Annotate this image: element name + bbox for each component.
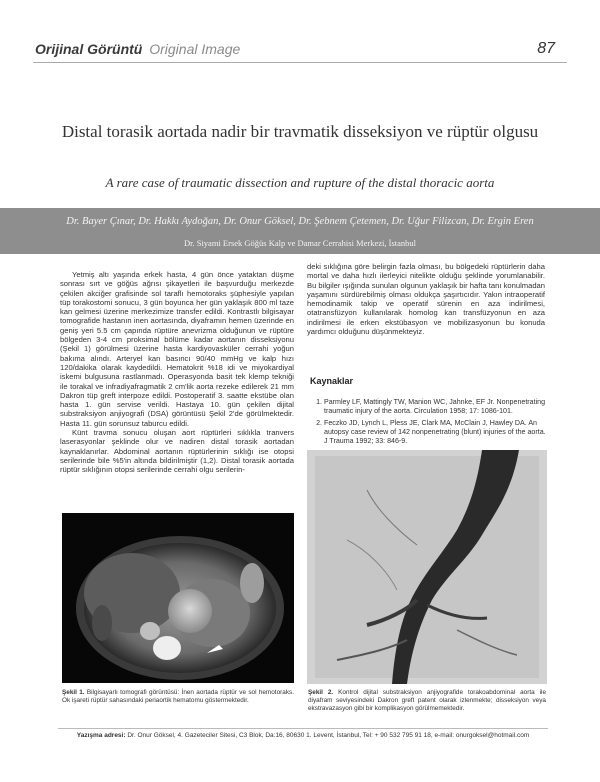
body-paragraph: deki sıklığına göre belirgin fazla olması, bu bölgedeki rüptürlerin daha mortal ve daha hızlı ilerleyici nitelikte olduğu şeklinde yorumlanabilir. Bu bilgiler ışığında sunulan olgunun yaklaşık bir hafta tanı konulmadan yaşamını sürdürebilmiş olması oldukça şaşırtıcıdır. Yakın intraoperatif hemodinamik takip ve operatif sürenin en aza indirilmesi, otatransfüzyon kullanılarak homolog kan transfüzyonun en aza indirilmesi ile erken ekstübasyon ve mobilizasyonun bu konuda yardımcı olduğunu düşünmekteyiz. (307, 262, 545, 337)
section-title-tr: Orijinal Görüntü (35, 41, 143, 57)
institution: Dr. Siyami Ersek Göğüs Kalp ve Damar Cerrahisi Merkezi, İstanbul (183, 238, 417, 248)
references-list (310, 398, 546, 449)
body-paragraph: Künt travma sonucu oluşan aort rüptürleri sıklıkla tranvers laserasyonlar şeklinde olur ve nadiren distal torasik aortadan kaynaklanırlar. Abdominal aortanın rüptürlerinin sıklığı ise otopsi serilerinde bile %5'in altında bildirilmiştir (1,2). Distal torasik aortada rüptür sıklığının otopsi serilerinde cerrahi olgu serilerin- (60, 428, 294, 475)
page-number: 87 (537, 40, 555, 57)
footer-text: Dr. Onur Göksel, 4. Gazeteciler Sitesi, C3 Blok, Da:16, 80630 1. Levent, İstanbul, Tel: + 90 532 795 91 18, e-mail: onurgoksel@hotmail.com (127, 732, 530, 739)
footer-rule (58, 728, 548, 729)
author-list: Dr. Bayer Çınar, Dr. Hakkı Aydoğan, Dr. Onur Göksel, Dr. Şebnem Çetemen, Dr. Uğur Filizcan, Dr. Ergin Eren (66, 216, 534, 227)
figure-1-caption (62, 689, 294, 705)
figure-1-label: Şekil 1. (62, 689, 85, 696)
figure-2-label: Şekil 2. (308, 689, 334, 696)
figure-1-ct-image (62, 513, 294, 683)
figure-2-caption-text: Kontrol dijital substraksiyon anjiyografide torakoabdominal aorta ile diyafram seviyesindeki Dakron greft patent olarak izlenmekte; disseksiyon veya ekstravazasyon gibi bir komplikasyon görülmemektedir. (308, 689, 547, 712)
reference-item: 1. Parmley LF, Mattingly TW, Manion WC, Jahnke, EF Jr. Nonpenetrating traumatic injury of the aorta. Circulation 1958; 17: 1086-101. (324, 398, 546, 416)
body-column-left (60, 270, 294, 475)
header-rule (33, 62, 567, 63)
journal-section (35, 41, 240, 57)
correspondence-address (58, 732, 548, 739)
reference-item: 2. Feczko JD, Lynch L, Pless JE, Clark MA, McClain J, Hawley DA. An autopsy case review of 142 nonpenetrating (blunt) injuries of the aorta. J Trauma 1992; 33: 846-9. (324, 419, 546, 446)
figure-1-caption-text: Bilgisayarlı tomografi görüntüsü: İnen aortada rüptür ve sol hemotoraks. Ok işareti rüptür sahasındaki periaortik hematomu göstermektedir. (62, 689, 294, 704)
figure-2-dsa-image (307, 450, 547, 684)
body-column-right (307, 262, 545, 336)
section-title-en: Original Image (149, 41, 241, 57)
body-paragraph: Yetmiş altı yaşında erkek hasta, 4 gün önce yataktan düşme sonrası sırt ve göğüs ağrısı şikayetleri ile başvurduğu merkezde çekilen akciğer grafisinde sol taraflı hemotoraks şüphesiyle yapılan tüp torakostomi sonucu, 3 gün boyunca her gün yaklaşık 800 ml taze kan gelmesi üzerine merkezimize transfer edildi. Kontrastlı bilgisayar tomografide hastanın inen aortasında, diyaframın hemen üzerinde en geniş yeri 5.5 cm çapında rüptüre anevrizma olduğunun ve rüptüre bölgeden 3-4 cm proksimal bölüme kadar aortanın disseksiyonu (Şekil 1) görülmesi üzerine hasta kardiyovasküler cerrahi yoğun bakıma alındı. Arteryel kan basıncı 90/40 mmHg ve kalp hızı 120/dakika olarak kaydedildi. Hematokrit %18 idi ve miyokardiyal iskemi bulgusuna rastlanmadı. Operasyonda basit tek klemp tekniği ile torakal ve infradiyafragmatik 2 cm'lik aorta rezeke edilerek 21 mm Dakron tüp greft interpoze edildi. Postoperatif 3. saatte ekstübe olan hasta 1. gün servise verildi. Hastaya 10. gün çekilen dijital substraksiyon anjiyografi (DSA) görüntüsü Şekil 2'de görülmektedir. Hasta 11. gün sorunsuz taburcu edildi. (60, 270, 294, 428)
article-title: Distal torasik aortada nadir bir travmatik disseksiyon ve rüptür olgusu (61, 122, 539, 141)
references-heading: Kaynaklar (310, 376, 354, 386)
footer-label: Yazışma adresi: (76, 732, 126, 739)
figure-2-caption (308, 689, 546, 713)
article-subtitle: A rare case of traumatic dissection and rupture of the distal thoracic aorta (105, 175, 495, 190)
